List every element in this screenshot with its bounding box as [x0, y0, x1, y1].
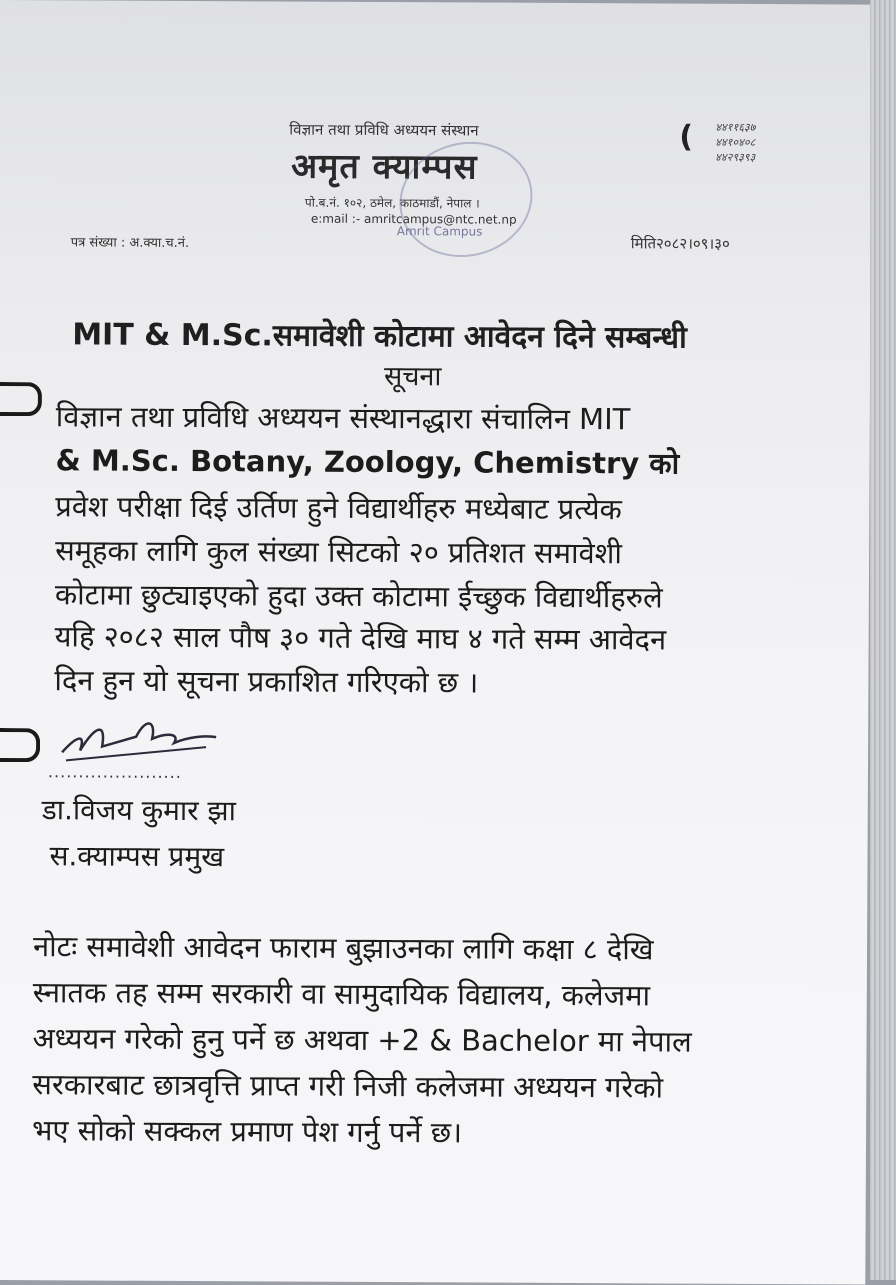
note-line: स्नातक तह सम्म सरकारी वा सामुदायिक विद्यालय, कलेजमा	[32, 975, 651, 1013]
note-line: सरकारबाट छात्रवृत्ति प्राप्त गरी निजी कलेजमा अध्ययन गरेको	[32, 1067, 664, 1105]
notice-date: मिति२०८२।०९।३०	[630, 234, 730, 253]
binder-hole	[0, 382, 42, 416]
note-line: नोटः समावेशी आवेदन फाराम बुझाउनका लागि कक्षा ८ देखि	[32, 929, 654, 967]
institute-name: विज्ञान तथा प्रविधि अध्ययन संस्थान	[289, 120, 479, 140]
phone-number: ४४११६३७	[715, 120, 756, 134]
notice-line: दिन हुन यो सूचना प्रकाशित गरिएको छ ।	[54, 663, 479, 700]
notice-line: यहि २०८२ साल पौष ३० गते देखि माघ ४ गते सम्म आवेदन	[54, 619, 667, 657]
note-line: भए सोको सक्कल प्रमाण पेश गर्नु पर्ने छ।	[31, 1113, 463, 1150]
notice-heading: MIT & M.Sc.समावेशी कोटामा आवेदन दिने सम्बन्धी	[72, 317, 687, 356]
signatory-title: स.क्याम्पस प्रमुख	[49, 839, 225, 874]
notice-line: कोटामा छुट्याइएको हुदा उक्त कोटामा ईच्छुक विद्यार्थीहरुले	[54, 577, 663, 615]
page-stack-edge	[870, 0, 896, 1280]
notice-line: प्रवेश परीक्षा दिई उर्तिण हुने विद्यार्थीहरु मध्येबाट प्रत्येक	[55, 489, 622, 527]
reference-number: पत्र संख्या : अ.क्या.च.नं.	[70, 235, 190, 251]
signature-line: ......................	[47, 762, 182, 782]
campus-address: पो.ब.नं. १०२, ठमेल, काठमाडौं, नेपाल ।	[304, 195, 480, 211]
phone-numbers	[715, 120, 755, 165]
phone-number: ४४१०४०८	[715, 135, 756, 149]
stamp-text: Amrit Campus	[396, 224, 483, 239]
notice-subheading: सूचना	[383, 361, 442, 393]
note-line: अध्ययन गरेको हुनु पर्ने छ अथवा +2 & Bachelor मा नेपाल	[32, 1021, 692, 1059]
campus-email: e:mail :- amritcampus@ntc.net.np	[310, 211, 517, 227]
phone-number: ४४२९३९३	[715, 150, 756, 164]
notice-line: विज्ञान तथा प्रविधि अध्ययन संस्थानद्धारा संचालिन MIT	[55, 399, 631, 437]
notice-line: समूहका लागि कुल संख्या सिटको २० प्रतिशत समावेशी	[55, 533, 622, 571]
notice-line: & M.Sc. Botany, Zoology, Chemistry को	[55, 443, 680, 481]
binder-hole	[0, 728, 40, 762]
signatory-name: डा.विजय कुमार झा	[41, 793, 237, 828]
campus-name: अमृत क्याम्पस	[291, 146, 478, 188]
phone-icon: (	[679, 119, 694, 155]
